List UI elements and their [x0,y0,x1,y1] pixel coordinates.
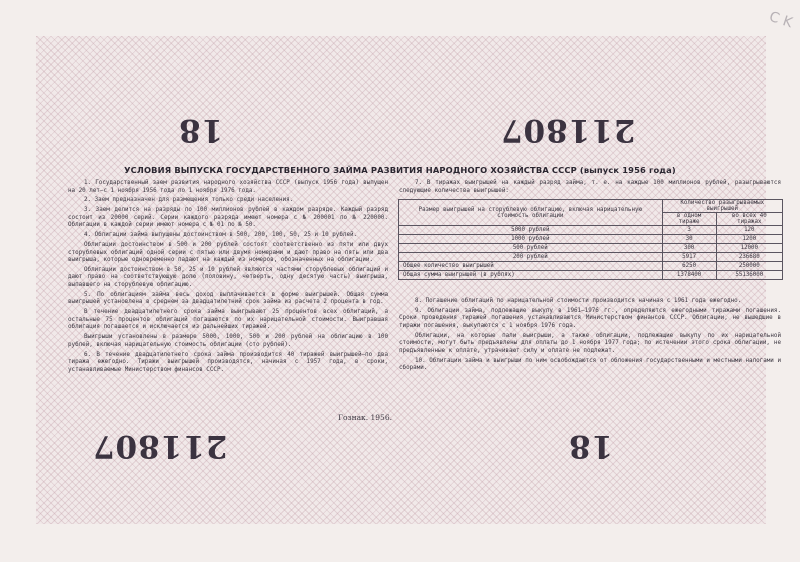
prize-table-header: в одном тираже [662,213,716,226]
table-row [399,226,783,235]
term-paragraph: 6. В течение двадцатилетнего срока займа производится 40 тиражей выигрышей—по два тиража ежегодно. Тиражи выигрышей производятся, начиная с 1957 года, в сроки, устанавливаемые Министерством финансов СССР. [68,351,388,373]
term-paragraph: 5. По облигациям займа весь доход выплачивается в форме выигрышей. Общая сумма выигрышей установлена в среднем за двадцатилетний срок займа из расчета 2 процента в год. [68,291,388,306]
prize-count-one: 300 [662,244,716,253]
prize-size: 1000 рублей [399,235,663,244]
term-paragraph: 10. Облигации займа и выигрыши по ним освобождаются от обложения государственными и местными налогами и сборами. [399,357,781,372]
prize-count-one: 3 [662,226,716,235]
table-row [399,244,783,253]
term-paragraph: 7. В тиражах выигрышей на каждый разряд займа, т. е. на каждые 100 миллионов рублей, разыгрываются следующие количества выигрышей: [399,180,781,194]
total-count-label: Общее количество выигрышей [399,262,663,271]
prize-count-one: 5917 [662,253,716,262]
series-number-bottom: 18 [568,428,614,464]
term-paragraph: Облигации достоинством в 50, 25 и 10 рублей являются частями сторублевых облигаций и дают право на соответствующую долю (половину, четверть, одну десятую часть) выигрыша, выпавшего на сторублевую облигацию. [68,266,388,289]
term-paragraph: 3. Заем делится на разряды по 100 миллионов рублей в каждом разряде. Каждый разряд состоит из 20000 серий. Серии каждого разряда имеют номера с № 200001 по № 220000. Облигации в каждой серии имеют номера с № 01 по № 50. [68,207,388,229]
term-paragraph: Облигации достоинством в 500 и 200 рублей состоят соответственно из пяти или двух сторублевых облигаций одной серии с пятью или двумя номерами и дают право на пять или два выигрыша, которые одновременно падают на каждый из номеров, обозначенных на облигации. [68,241,388,264]
total-sum-one: 1378400 [662,271,716,280]
serial-number-bottom: 211807 [92,428,228,464]
terms-left-column [68,180,388,377]
prize-table-header: во всех 40 тиражах [716,213,782,226]
prize-size: 200 рублей [399,253,663,262]
terms-right-column [399,298,781,375]
prize-count-all: 1200 [716,235,782,244]
table-row [399,262,783,271]
prize-table-header: Размер выигрышей на сторублевую облигацию, включая нарицательную стоимость облигации [399,200,663,226]
prize-count-one: 30 [662,235,716,244]
total-count-all: 250000 [716,262,782,271]
pencil-mark: C K [766,8,794,32]
prize-table [398,199,783,280]
term-paragraph: Выигрыши установлены в размере 5000, 1000, 500 и 200 рублей на облигацию в 100 рублей, включая нарицательную стоимость облигации (сто рублей). [68,334,388,348]
term-paragraph: 1. Государственный заем развития народного хозяйства СССР (выпуск 1956 года) выпущен на 20 лет—с 1 ноября 1956 года по 1 ноября 1976 года. [68,180,388,194]
table-row [399,253,783,262]
prize-count-all: 120 [716,226,782,235]
term-paragraph: 9. Облигации займа, подлежащие выкупу в 1961—1976 гг., определяются ежегодными тиражами погашения. Сроки проведения тиражей погашения устанавливаются Министерством финансов СССР. Облигации, не вышедшие в тиражи погашения, выкупаются с 1 ноября 1976 года. [399,307,781,329]
prize-size: 500 рублей [399,244,663,253]
serial-number-top: 211807 [500,112,636,148]
table-row [399,271,783,280]
term-paragraph: Облигации, на которые пали выигрыши, а также облигации, подлежащие выкупу по их нарицательной стоимости, могут быть предъявлены для оплаты до 1 ноября 1977 года; по истечении этого срока облигации, не предъявленные к оплате, утрачивают силу и оплате не подлежат. [399,332,781,354]
total-count-one: 6250 [662,262,716,271]
total-sum-all: 55136000 [716,271,782,280]
total-sum-label: Общая сумма выигрышей (в рублях) [399,271,663,280]
prize-size: 5000 рублей [399,226,663,235]
term-paragraph: 4. Облигации займа выпущены достоинством в 500, 200, 100, 50, 25 и 10 рублей. [84,232,358,239]
prize-count-all: 12000 [716,244,782,253]
table-row [399,235,783,244]
terms-right-intro [399,180,781,197]
series-number-top: 18 [178,112,224,148]
prize-count-all: 236680 [716,253,782,262]
terms-title: УСЛОВИЯ ВЫПУСКА ГОСУДАРСТВЕННОГО ЗАЙМА РАЗВИТИЯ НАРОДНОГО ХОЗЯЙСТВА СССР (выпуск 1956 года) [124,165,676,175]
term-paragraph: 2. Заем предназначен для размещения только среди населения. [84,197,294,204]
prize-table-header: Количество разыгрываемых выигрышей [662,200,782,213]
printer-imprint: Гознак. 1956. [338,413,392,422]
term-paragraph: В течение двадцатилетнего срока займа выигрывают 25 процентов всех облигаций, а остальные 75 процентов облигаций погашаются по их нарицательной стоимости. Выигравшая облигация погашается и исключается из дальнейших тиражей. [68,309,388,331]
term-paragraph: 8. Погашение облигаций по нарицательной стоимости производится начиная с 1961 года ежегодно. [415,298,742,304]
